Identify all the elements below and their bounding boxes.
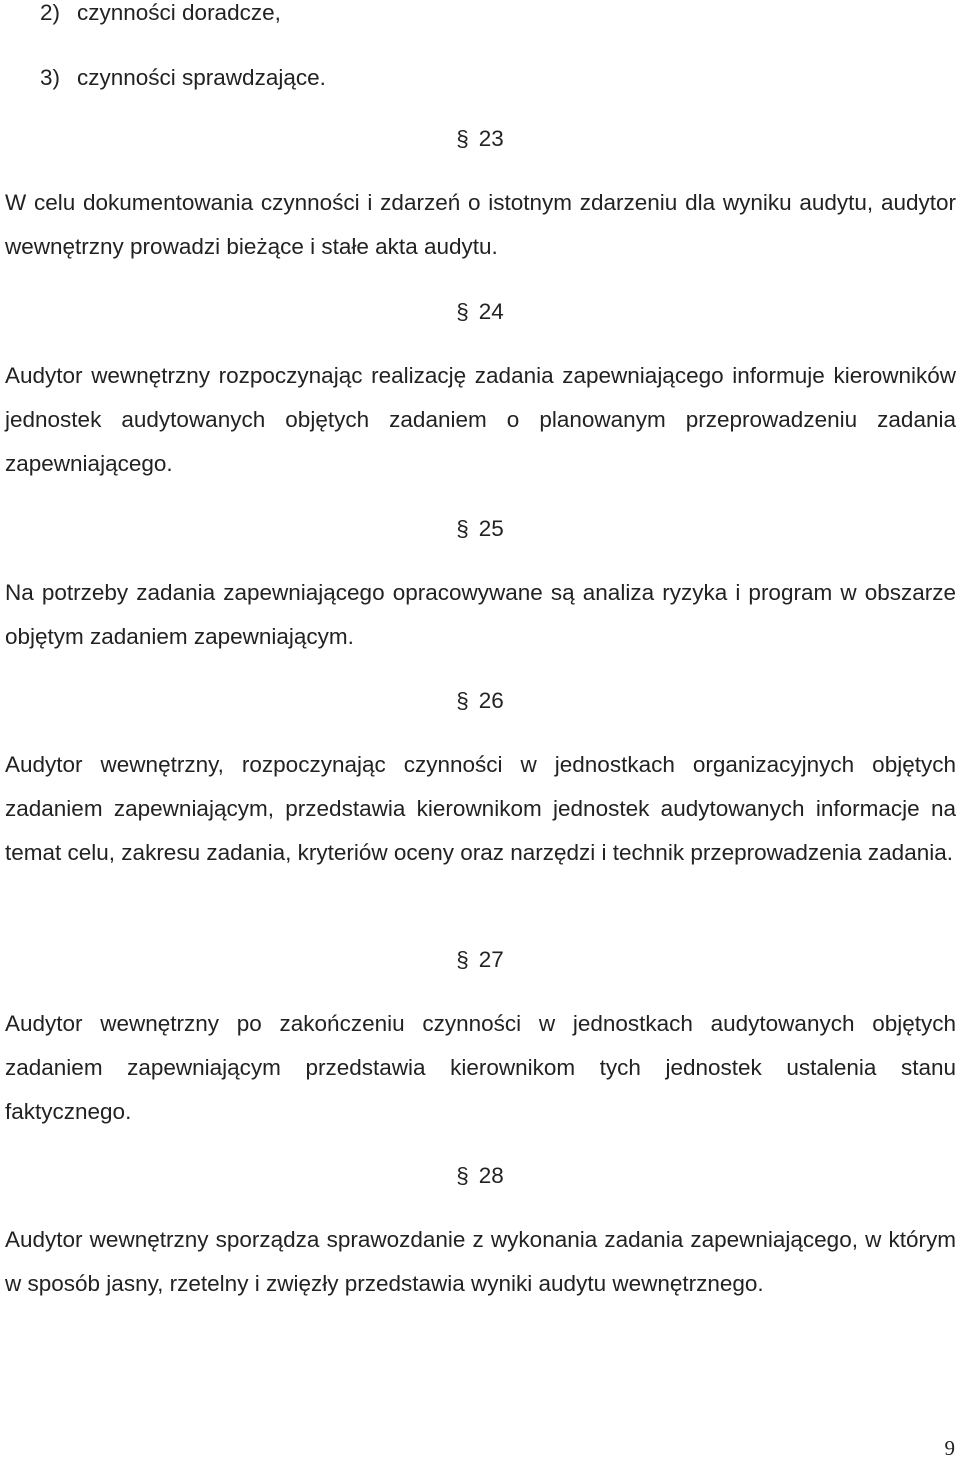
section-sign: § xyxy=(456,1163,469,1188)
section-number: 25 xyxy=(478,516,504,541)
section-number: 24 xyxy=(478,299,504,324)
section-paragraph-23: W celu dokumentowania czynności i zdarzeń o istotnym zdarzeniu dla wyniku audytu, audytor wewnętrzny prowadzi bieżące i stałe akta audytu. xyxy=(5,190,956,259)
section-heading-26 xyxy=(0,688,960,714)
section-heading-28 xyxy=(0,1163,960,1189)
list-item xyxy=(40,65,326,91)
section-number: 27 xyxy=(478,947,504,972)
section-sign: § xyxy=(456,126,469,151)
section-sign: § xyxy=(456,688,469,713)
list-item xyxy=(40,0,281,26)
section-sign: § xyxy=(456,516,469,541)
section-number: 26 xyxy=(478,688,504,713)
section-paragraph-28: Audytor wewnętrzny sporządza sprawozdanie z wykonania zadania zapewniającego, w którym w sposób jasny, rzetelny i zwięzły przedstawia wyniki audytu wewnętrznego. xyxy=(5,1227,956,1296)
section-heading-27 xyxy=(0,947,960,973)
section-paragraph-24: Audytor wewnętrzny rozpoczynając realizację zadania zapewniającego informuje kierowników jednostek audytowanych objętych zadaniem o planowanym przeprowadzeniu zadania zapewniającego. xyxy=(5,363,956,476)
list-item-number: 3) xyxy=(40,65,61,90)
section-number: 28 xyxy=(478,1163,504,1188)
list-item-text: czynności doradcze, xyxy=(77,0,281,25)
section-paragraph-26: Audytor wewnętrzny, rozpoczynając czynności w jednostkach organizacyjnych objętych zadaniem zapewniającym, przedstawia kierownikom jednostek audytowanych informacje na temat celu, zakresu zadania, kryteriów oceny oraz narzędzi i technik przeprowadzenia zadania. xyxy=(5,752,956,865)
section-sign: § xyxy=(456,947,469,972)
section-paragraph-25: Na potrzeby zadania zapewniającego opracowywane są analiza ryzyka i program w obszarze objętym zadaniem zapewniającym. xyxy=(5,580,956,649)
list-item-number: 2) xyxy=(40,0,61,25)
list-item-text: czynności sprawdzające. xyxy=(77,65,326,90)
section-paragraph-27: Audytor wewnętrzny po zakończeniu czynności w jednostkach audytowanych objętych zadaniem zapewniającym przedstawia kierownikom tych jednostek ustalenia stanu faktycznego. xyxy=(5,1011,956,1124)
section-sign: § xyxy=(456,299,469,324)
section-heading-24 xyxy=(0,299,960,325)
section-heading-23 xyxy=(0,126,960,152)
section-heading-25 xyxy=(0,516,960,542)
section-number: 23 xyxy=(478,126,504,151)
page-number: 9 xyxy=(944,1436,955,1460)
